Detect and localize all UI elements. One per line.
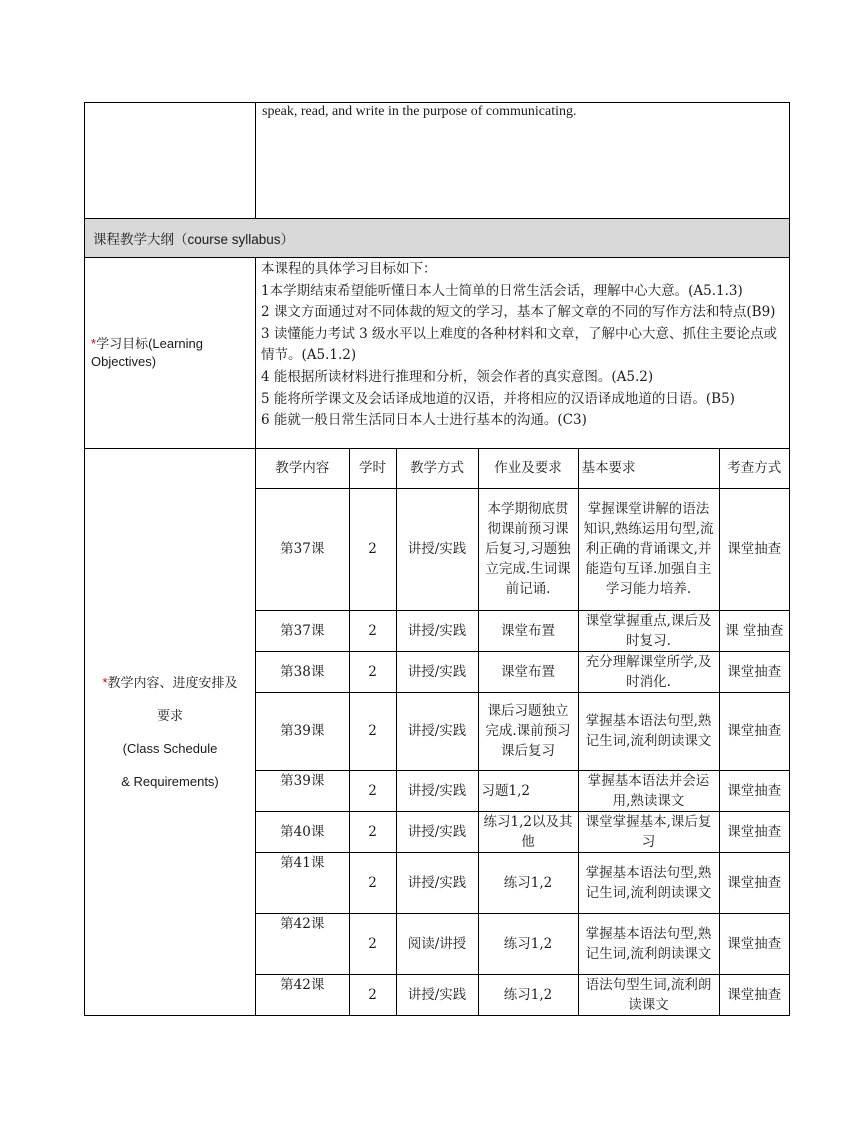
requirements-cell: 掌握基本语法句型,熟记生词,流利朗读课文 [578,852,719,913]
method-cell: 讲授/实践 [396,692,478,770]
method-cell: 讲授/实践 [396,488,478,610]
hours-cell: 2 [349,913,396,974]
lesson-cell: 第38课 [256,651,349,692]
homework-cell: 课堂布置 [478,651,578,692]
table-row [256,974,789,1015]
lesson-cell: 第37课 [256,488,349,610]
homework-cell: 本学期彻底贯彻课前预习课后复习,习题独立完成.生词课前记诵. [478,488,578,610]
hours-cell: 2 [349,852,396,913]
homework-cell: 练习1,2 [478,852,578,913]
table-row [256,692,789,770]
schedule-label-line: & Requirements) [121,774,219,789]
assessment-cell: 课堂抽查 [719,811,789,852]
method-cell: 讲授/实践 [396,974,478,1015]
requirements-cell: 掌握基本语法句型,熟记生词,流利朗读课文 [578,692,719,770]
assessment-cell: 课堂抽查 [719,651,789,692]
table-row [256,610,789,651]
assessment-cell: 课 堂抽查 [719,610,789,651]
homework-cell: 课后习题独立完成.课前预习课后复习 [478,692,578,770]
table-row [256,770,789,811]
header-assessment: 考查方式 [719,449,789,488]
lesson-cell: 第37课 [256,610,349,651]
assessment-cell: 课堂抽查 [719,974,789,1015]
requirements-cell: 掌握基本语法句型,熟记生词,流利朗读课文 [578,913,719,974]
method-cell: 讲授/实践 [396,651,478,692]
method-cell: 讲授/实践 [396,811,478,852]
lesson-cell: 第39课 [256,770,349,811]
required-star: * [102,675,108,690]
requirements-cell: 充分理解课堂所学,及时消化. [578,651,719,692]
table-row [256,488,789,610]
hours-cell: 2 [349,651,396,692]
schedule-label-line: 要求 [156,708,183,723]
schedule-table [256,449,789,1015]
required-star: * [91,336,97,351]
assessment-cell: 课堂抽查 [719,488,789,610]
table-row [256,913,789,974]
objective-line: 本课程的具体学习目标如下： [261,261,437,277]
lesson-cell: 第42课 [256,974,349,1015]
requirements-cell: 课堂掌握重点,课后及时复习. [578,610,719,651]
schedule-label-line: 教学内容、进度安排及 [107,675,238,690]
requirements-cell: 语法句型生词,流利朗读课文 [578,974,719,1015]
methods-row [85,103,790,219]
hours-cell: 2 [349,692,396,770]
requirements-cell: 掌握课堂讲解的语法知识,熟练运用句型,流利正确的背诵课文,并能造句互译.加强自主学习能力培养. [578,488,719,610]
homework-cell: 练习1,2以及其他 [478,811,578,852]
method-cell: 讲授/实践 [396,852,478,913]
methods-text-cell [256,103,790,219]
method-cell: 讲授/实践 [396,610,478,651]
objective-line: 1本学期结束希望能听懂日本人士简单的日常生活会话，理解中心大意。(A5.1.3) [261,282,743,299]
assessment-cell: 课堂抽查 [719,692,789,770]
objective-line: 6 能就一般日常生活同日本人士进行基本的沟通。(C3) [261,412,587,429]
lesson-cell: 第42课 [256,913,349,974]
objective-line: 3 读懂能力考试 3 级水平以上难度的各种材料和文章，了解中心大意、抓住主要论点或情节。(A5.1.2) [261,325,778,364]
header-method: 教学方式 [396,449,478,488]
table-row [256,811,789,852]
homework-cell: 课堂布置 [478,610,578,651]
schedule-cell [256,449,790,1016]
objective-line: 4 能根据所读材料进行推理和分析，领会作者的真实意图。(A5.2) [261,368,654,385]
syllabus-header-row [85,219,790,258]
table-row [256,651,789,692]
hours-cell: 2 [349,488,396,610]
assessment-cell: 课堂抽查 [719,770,789,811]
hours-cell: 2 [349,610,396,651]
schedule-label-line: (Class Schedule [122,741,218,756]
assessment-cell: 课堂抽查 [719,913,789,974]
method-cell: 讲授/实践 [396,770,478,811]
methods-text: speak, read, and write in the purpose of communicating. [262,104,577,119]
objectives-label [85,258,256,449]
requirements-cell: 掌握基本语法并会运用,熟读课文 [578,770,719,811]
document-page [84,102,790,1016]
lesson-cell: 第39课 [256,692,349,770]
header-homework: 作业及要求 [478,449,578,488]
lesson-cell: 第40课 [256,811,349,852]
method-cell: 阅读/讲授 [396,913,478,974]
assessment-cell: 课堂抽查 [719,852,789,913]
homework-cell: 练习1,2 [478,913,578,974]
hours-cell: 2 [349,811,396,852]
homework-cell: 习题1,2 [478,770,578,811]
schedule-label [85,449,256,1016]
schedule-row [85,449,790,1016]
header-hours: 学时 [349,449,396,488]
table-row [256,852,789,913]
hours-cell: 2 [349,974,396,1015]
methods-label-cell [85,103,256,219]
header-requirements: 基本要求 [578,449,719,488]
header-content: 教学内容 [256,449,349,488]
objective-line: 2 课文方面通过对不同体裁的短文的学习，基本了解文章的不同的写作方法和特点(B9) [261,304,776,321]
syllabus-table [84,102,790,1016]
syllabus-header: 课程教学大纲（course syllabus） [85,219,790,258]
objective-line: 5 能将所学课文及会话译成地道的汉语，并将相应的汉语译成地道的日语。(B5) [261,390,735,407]
lesson-cell: 第41课 [256,852,349,913]
schedule-header-row [256,449,789,488]
requirements-cell: 课堂掌握基本,课后复习 [578,811,719,852]
hours-cell: 2 [349,770,396,811]
homework-cell: 练习1,2 [478,974,578,1015]
objectives-row [85,258,790,449]
objectives-text [256,258,790,449]
objectives-label-text: 学习目标(Learning Objectives) [91,336,203,369]
